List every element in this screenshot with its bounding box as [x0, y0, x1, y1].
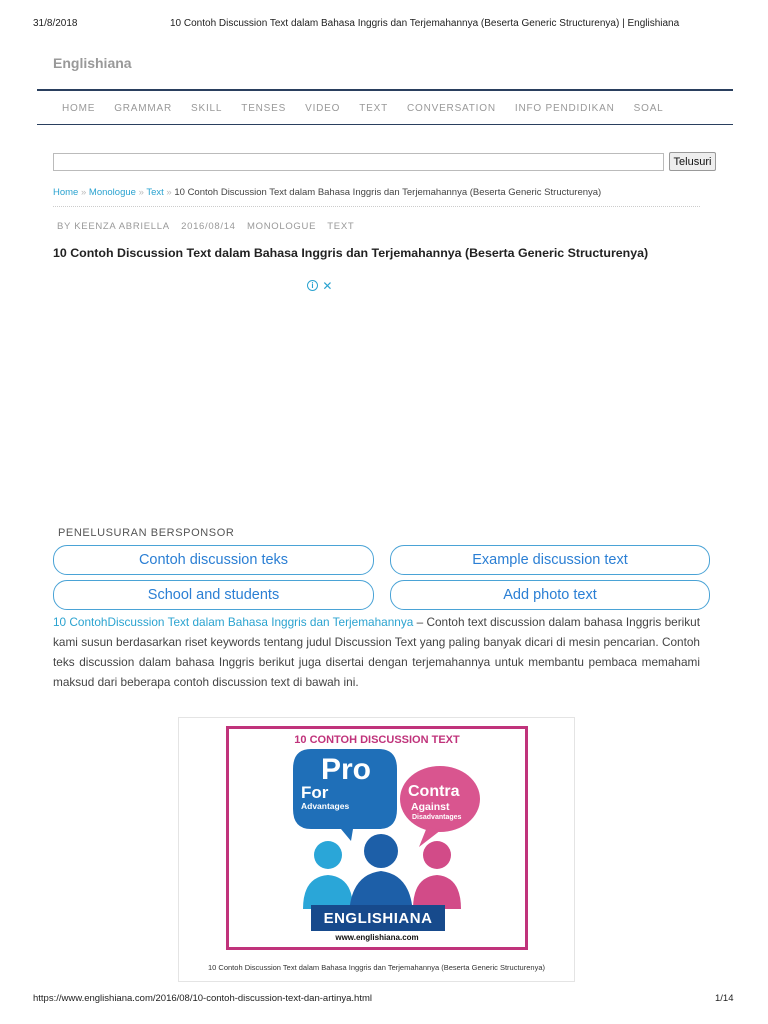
englishiana-logo: ENGLISHIANA	[323, 910, 433, 927]
breadcrumb-separator: »	[138, 187, 144, 198]
intro-body: – Contoh text discussion dalam bahasa Inggris berikut kami susun berdasarkan riset keywords tentang judul Discussion Text yang paling banyak dicari di mesin pencarian. Contoh teks discussion dalam bahasa Inggris berikut juga disertai dengan terjemahannya untuk membantu pembaca memahami maksud dari beberapa contoh discussion text di bawah ini.	[53, 615, 700, 689]
image-url: www.englishiana.com	[335, 933, 419, 942]
breadcrumb	[53, 187, 601, 198]
post-meta	[57, 221, 362, 232]
post-label-monologue[interactable]: MONOLOGUE	[247, 221, 317, 232]
pro-label: Pro	[321, 753, 372, 786]
nav-item-video[interactable]: VIDEO	[305, 102, 341, 114]
sponsored-link[interactable]: School and students	[53, 580, 374, 610]
contra-label: Contra	[408, 783, 460, 800]
nav-item-grammar[interactable]: GRAMMAR	[114, 102, 173, 114]
nav-bottom-border	[37, 124, 733, 125]
nav-item-tenses[interactable]: TENSES	[241, 102, 287, 114]
nav-item-skill[interactable]: SKILL	[191, 102, 223, 114]
main-nav	[37, 96, 683, 120]
sponsored-link[interactable]: Add photo text	[390, 580, 710, 610]
featured-figure	[178, 717, 575, 982]
print-doc-title: 10 Contoh Discussion Text dalam Bahasa Inggris dan Terjemahannya (Beserta Generic Structurenya) | Englishiana	[170, 18, 680, 29]
advantages-label: Advantages	[301, 801, 350, 811]
search-input[interactable]	[53, 153, 664, 171]
breadcrumb-separator: »	[80, 187, 87, 198]
nav-top-border	[37, 89, 733, 91]
breadcrumb-divider	[53, 206, 700, 207]
breadcrumb-home[interactable]: Home	[53, 187, 79, 198]
print-date: 31/8/2018	[33, 18, 78, 29]
nav-item-info-pendidikan[interactable]: INFO PENDIDIKAN	[514, 102, 615, 114]
intro-link[interactable]: 10 ContohDiscussion Text dalam Bahasa Inggris dan Terjemahannya	[53, 615, 414, 629]
post-title: 10 Contoh Discussion Text dalam Bahasa Inggris dan Terjemahannya (Beserta Generic Structurenya)	[53, 246, 649, 260]
breadcrumb-monologue[interactable]: Monologue	[88, 187, 136, 198]
breadcrumb-text[interactable]: Text	[146, 187, 164, 198]
sponsored-link[interactable]: Contoh discussion teks	[53, 545, 374, 575]
search-button[interactable]: Telusuri	[669, 152, 716, 171]
ad-controls	[307, 278, 332, 293]
against-label: Against	[411, 801, 450, 813]
nav-item-conversation[interactable]: CONVERSATION	[406, 102, 496, 114]
image-caption: 10 Contoh Discussion Text dalam Bahasa Inggris dan Terjemahannya (Beserta Generic Structurenya)	[208, 963, 545, 972]
featured-image[interactable]	[226, 726, 528, 950]
nav-item-home[interactable]: HOME	[62, 102, 96, 114]
close-icon[interactable]: ✕	[322, 278, 333, 293]
for-label: For	[301, 783, 329, 802]
sponsored-link[interactable]: Example discussion text	[390, 545, 710, 575]
post-author[interactable]: BY KEENZA ABRIELLA	[57, 221, 170, 232]
image-heading: 10 CONTOH DISCUSSION TEXT	[294, 734, 460, 746]
site-title[interactable]: Englishiana	[53, 55, 132, 71]
print-url: https://www.englishiana.com/2016/08/10-contoh-discussion-text-dan-artinya.html	[33, 993, 373, 1004]
nav-item-text[interactable]: TEXT	[359, 102, 388, 114]
post-label-text[interactable]: TEXT	[327, 221, 355, 232]
disadvantages-label: Disadvantages	[412, 814, 462, 821]
breadcrumb-current: 10 Contoh Discussion Text dalam Bahasa Inggris dan Terjemahannya (Beserta Generic Structurenya)	[174, 187, 602, 198]
print-page-number: 1/14	[715, 993, 734, 1004]
breadcrumb-separator: »	[166, 187, 172, 198]
post-date: 2016/08/14	[181, 221, 236, 232]
sponsored-heading: PENELUSURAN BERSPONSOR	[58, 527, 235, 539]
intro-paragraph	[53, 612, 700, 692]
info-icon[interactable]: i	[307, 280, 318, 291]
nav-item-soal[interactable]: SOAL	[633, 102, 664, 114]
